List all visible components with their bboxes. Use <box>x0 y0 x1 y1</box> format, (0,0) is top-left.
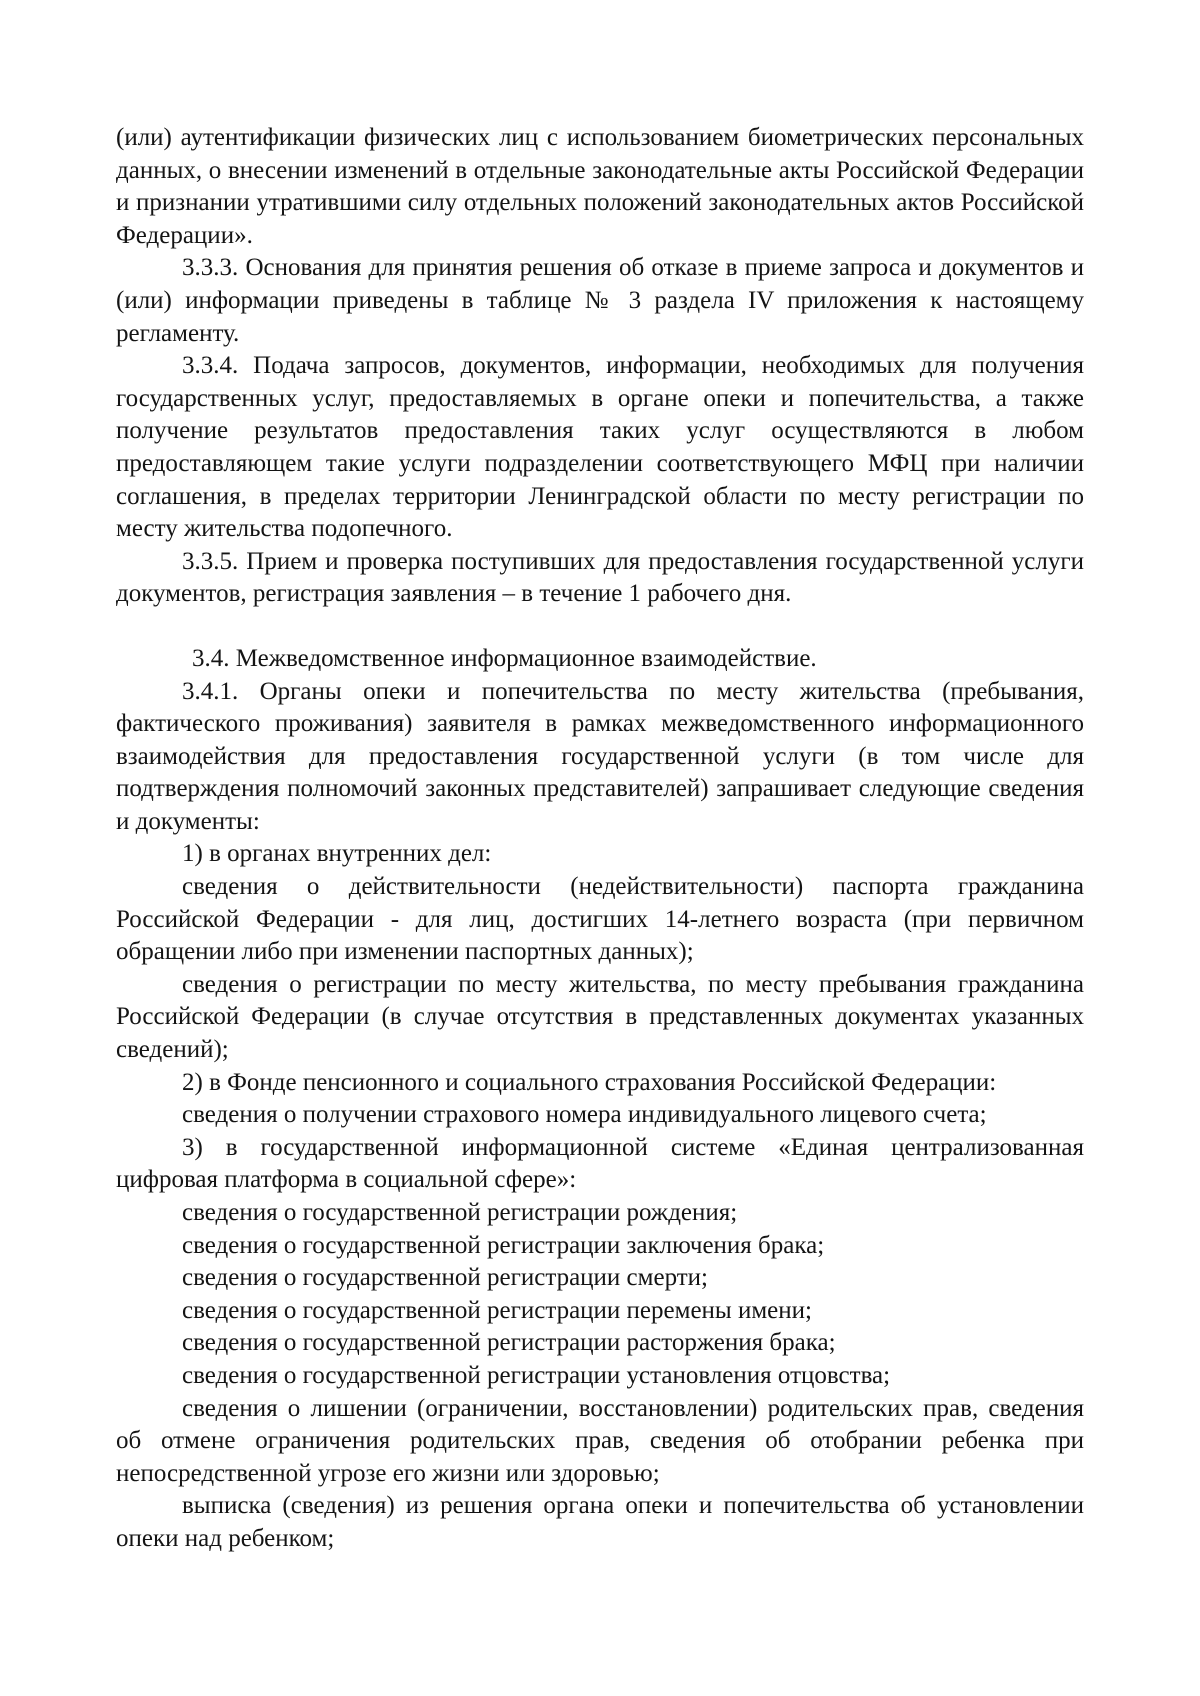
list-item-guardianship: выписка (сведения) из решения органа опеки и попечительства об установлении опеки над ребенком; <box>116 1492 1084 1552</box>
list-item-paternity: сведения о государственной регистрации установления отцовства; <box>182 1361 891 1389</box>
paragraph-3-3-4: 3.3.4. Подача запросов, документов, информации, необходимых для получения государственных услуг, предоставляемых в органе опеки и попечительства, а также получение результатов предоставления таких услуг осуществляются в любом предоставляющем такие услуги подразделении соответствующего МФЦ при наличии соглашения, в пределах территории Ленинградской области по месту регистрации по месту жительства подопечного. <box>116 352 1084 543</box>
list-item-divorce: сведения о государственной регистрации расторжения брака; <box>182 1329 836 1357</box>
list-item-social-platform: 3) в государственной информационной системе «Единая централизованная цифровая платформа в социальной сфере»: <box>116 1133 1084 1194</box>
list-item-death: сведения о государственной регистрации смерти; <box>182 1264 708 1292</box>
section-heading-3-4: 3.4. Межведомственное информационное взаимодействие. <box>192 644 817 672</box>
paragraph-3-3-5: 3.3.5. Прием и проверка поступивших для предоставления государственной услуги документов, регистрация заявления – в течение 1 рабочего дня. <box>116 547 1084 608</box>
list-item-snils: сведения о получении страхового номера индивидуального лицевого счета; <box>182 1101 987 1129</box>
document-body <box>116 122 1084 1556</box>
list-item-birth: сведения о государственной регистрации рождения; <box>182 1199 738 1226</box>
list-item-parental-rights: сведения о лишении (ограничении, восстановлении) родительских прав, сведения об отмене ограничения родительских прав, сведения об отобрании ребенка при непосредственной угрозе его жизни или здоровью; <box>116 1394 1084 1487</box>
list-item-passport-validity: сведения о действительности (недействительности) паспорта гражданина Российской Федерации - для лиц, достигших 14-летнего возраста (при первичном обращении либо при изменении паспортных данных); <box>116 873 1084 966</box>
list-item-internal-affairs: 1) в органах внутренних дел: <box>182 840 492 868</box>
paragraph-3-3-3: 3.3.3. Основания для принятия решения об отказе в приеме запроса и документов и (или) информации приведены в таблице № 3 раздела IV приложения к настоящему регламенту. <box>116 254 1084 347</box>
paragraph-continuation: (или) аутентификации физических лиц с использованием биометрических персональных данных, о внесении изменений в отдельные законодательные акты Российской Федерации и признании утратившими силу отдельных положений законодательных актов Российской Федерации». <box>116 124 1084 249</box>
list-item-pension-fund: 2) в Фонде пенсионного и социального страхования Российской Федерации: <box>182 1068 997 1096</box>
list-item-marriage: сведения о государственной регистрации заключения брака; <box>182 1231 825 1259</box>
list-item-registration: сведения о регистрации по месту жительства, по месту пребывания гражданина Российской Федерации (в случае отсутствия в представленных документах указанных сведений); <box>116 970 1084 1064</box>
paragraph-3-4-1: 3.4.1. Органы опеки и попечительства по месту жительства (пребывания, фактического проживания) заявителя в рамках межведомственного информационного взаимодействия для предоставления государственной услуги (в том числе для подтверждения полномочий законных представителей) запрашивает следующие сведения и документы: <box>116 677 1084 835</box>
list-item-name-change: сведения о государственной регистрации перемены имени; <box>182 1296 812 1324</box>
